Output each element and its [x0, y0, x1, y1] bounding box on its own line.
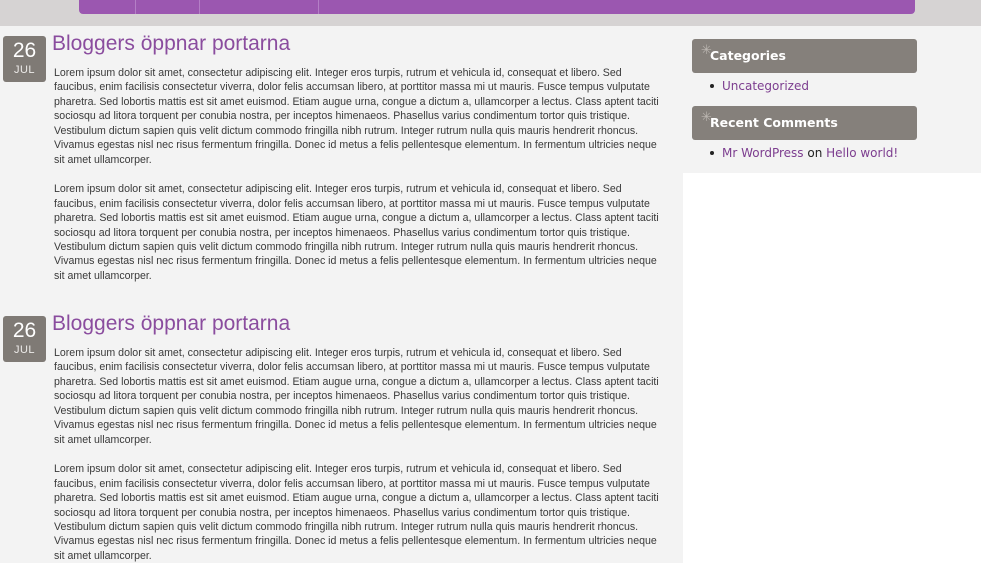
date-month: JUL [13, 344, 36, 356]
post-paragraph: Lorem ipsum dolor sit amet, consectetur adipiscing elit. Integer eros turpis, rutrum et vehicula id, consequat et libero. Sed faucibus, enim facilisis consectetur viverra, dolor felis accumsan libero, at porttitor massa mi ut mauris. Fusce tempus vulputate pharetra. Sed lobortis mattis est sit amet euismod. Etiam augue urna, congue a dictum a, ullamcorper a lectus. Class aptent taciti sociosqu ad litora torquent per conubia nostra, per inceptos himenaeos. Phasellus varius condimentum tortor quis tristique. Vestibulum dictum sapien quis velit dictum commodo fringilla nibh rutrum. Integer rutrum nulla quis mauris hendrerit rhoncus. Vivamus egestas nisl nec risus fermentum fringilla. Donec id metus a felis pellentesque elementum. In fermentum ultricies neque sit amet ullamcorper. [54, 183, 659, 282]
bullet-icon [710, 151, 714, 155]
list-item [722, 145, 898, 161]
list-item [722, 78, 809, 94]
recent-comments-widget-header [692, 106, 917, 140]
star-icon: ✳ [701, 110, 712, 125]
post-title[interactable]: Bloggers öppnar portarna [52, 312, 291, 335]
post-paragraph: Lorem ipsum dolor sit amet, consectetur adipiscing elit. Integer eros turpis, rutrum et vehicula id, consequat et libero. Sed faucibus, enim facilisis consectetur viverra, dolor felis accumsan libero, at porttitor massa mi ut mauris. Fusce tempus vulputate pharetra. Sed lobortis mattis est sit amet euismod. Etiam augue urna, congue a dictum a, ullamcorper a lectus. Class aptent taciti sociosqu ad litora torquent per conubia nostra, per inceptos himenaeos. Phasellus varius condimentum tortor quis tristique. Vestibulum dictum sapien quis velit dictum commodo fringilla nibh rutrum. Integer rutrum nulla quis mauris hendrerit rhoncus. Vivamus egestas nisl nec risus fermentum fringilla. Donec id metus a felis pellentesque elementum. In fermentum ultricies neque sit amet ullamcorper. [54, 463, 659, 562]
nav-item-4[interactable] [319, 0, 915, 14]
main-navigation [79, 0, 915, 14]
categories-widget-header [692, 39, 917, 73]
date-day: 26 [12, 39, 37, 62]
category-link[interactable]: Uncategorized [722, 79, 809, 93]
comment-connector: on [807, 146, 823, 160]
nav-item-1[interactable] [79, 0, 136, 14]
post-title[interactable]: Bloggers öppnar portarna [52, 32, 291, 55]
categories-list [722, 78, 809, 94]
comment-post-link[interactable]: Hello world! [826, 146, 899, 160]
date-badge [3, 36, 46, 82]
recent-comments-list [722, 145, 898, 161]
star-icon: ✳ [701, 43, 712, 58]
post-body [54, 346, 666, 578]
post-paragraph: Lorem ipsum dolor sit amet, consectetur adipiscing elit. Integer eros turpis, rutrum et vehicula id, consequat et libero. Sed faucibus, enim facilisis consectetur viverra, dolor felis accumsan libero, at porttitor massa mi ut mauris. Fusce tempus vulputate pharetra. Sed lobortis mattis est sit amet euismod. Etiam augue urna, congue a dictum a, ullamcorper a lectus. Class aptent taciti sociosqu ad litora torquent per conubia nostra, per inceptos himenaeos. Phasellus varius condimentum tortor quis tristique. Vestibulum dictum sapien quis velit dictum commodo fringilla nibh rutrum. Integer rutrum nulla quis mauris hendrerit rhoncus. Vivamus egestas nisl nec risus fermentum fringilla. Donec id metus a felis pellentesque elementum. In fermentum ultricies neque sit amet ullamcorper. [54, 347, 659, 446]
widget-title: Categories [710, 48, 786, 63]
post-paragraph: Lorem ipsum dolor sit amet, consectetur adipiscing elit. Integer eros turpis, rutrum et vehicula id, consequat et libero. Sed faucibus, enim facilisis consectetur viverra, dolor felis accumsan libero, at porttitor massa mi ut mauris. Fusce tempus vulputate pharetra. Sed lobortis mattis est sit amet euismod. Etiam augue urna, congue a dictum a, ullamcorper a lectus. Class aptent taciti sociosqu ad litora torquent per conubia nostra, per inceptos himenaeos. Phasellus varius condimentum tortor quis tristique. Vestibulum dictum sapien quis velit dictum commodo fringilla nibh rutrum. Integer rutrum nulla quis mauris hendrerit rhoncus. Vivamus egestas nisl nec risus fermentum fringilla. Donec id metus a felis pellentesque elementum. In fermentum ultricies neque sit amet ullamcorper. [54, 67, 659, 166]
bullet-icon [710, 84, 714, 88]
date-day: 26 [12, 319, 37, 342]
nav-item-2[interactable] [136, 0, 200, 14]
comment-author-link[interactable]: Mr WordPress [722, 146, 804, 160]
date-badge [3, 316, 46, 362]
date-month: JUL [13, 64, 36, 76]
widget-title: Recent Comments [710, 115, 838, 130]
post-body [54, 66, 666, 298]
nav-item-3[interactable] [200, 0, 319, 14]
